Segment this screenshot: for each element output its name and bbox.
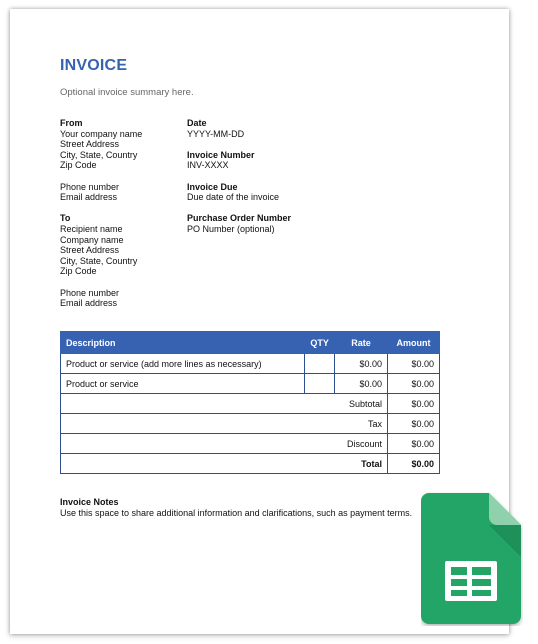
- table-row: [61, 374, 440, 394]
- tax-row: [61, 414, 440, 434]
- invoice-number-label: Invoice Number: [187, 149, 255, 160]
- discount-value: $0.00: [388, 434, 440, 454]
- po-number-label: Purchase Order Number: [187, 213, 292, 224]
- total-row: [61, 454, 440, 474]
- description-header: Description: [61, 332, 305, 354]
- discount-label: Discount: [61, 434, 388, 454]
- invoice-notes: [60, 497, 412, 519]
- amount-header: Amount: [388, 332, 440, 354]
- from-label: From: [60, 118, 83, 128]
- to-line: City, State, Country: [60, 255, 138, 266]
- item-amount: $0.00: [388, 354, 440, 374]
- item-qty: [305, 374, 335, 394]
- po-number-value: PO Number (optional): [187, 223, 275, 234]
- to-label: To: [60, 213, 71, 224]
- details-column: [187, 118, 291, 235]
- from-line: City, State, Country: [60, 149, 138, 160]
- to-line: Company name: [60, 234, 124, 245]
- invoice-number-value: INV-XXXX: [187, 160, 229, 171]
- address-column: [60, 118, 142, 309]
- table-row: [61, 354, 440, 374]
- from-phone: Phone number: [60, 181, 120, 192]
- notes-label: Invoice Notes: [60, 497, 119, 507]
- from-line: Street Address: [60, 139, 120, 150]
- table-header-row: [61, 332, 440, 354]
- to-line: Recipient name: [60, 223, 123, 234]
- item-qty: [305, 354, 335, 374]
- tax-value: $0.00: [388, 414, 440, 434]
- line-items-table: [60, 331, 440, 474]
- date-label: Date: [187, 118, 207, 128]
- from-email: Email address: [60, 192, 118, 203]
- invoice-summary: Optional invoice summary here.: [60, 87, 194, 98]
- qty-header: QTY: [305, 332, 335, 354]
- invoice-due-label: Invoice Due: [187, 181, 238, 192]
- google-sheets-icon: [421, 491, 523, 626]
- notes-text: Use this space to share additional information and clarifications, such as payment terms.: [60, 508, 413, 518]
- date-value: YYYY-MM-DD: [187, 128, 245, 139]
- tax-label: Tax: [61, 414, 388, 434]
- item-description: Product or service (add more lines as necessary): [61, 354, 305, 374]
- total-label: Total: [61, 454, 388, 474]
- rate-header: Rate: [335, 332, 388, 354]
- invoice-title: INVOICE: [60, 57, 128, 74]
- invoice-due-value: Due date of the invoice: [187, 192, 280, 203]
- from-line: Zip Code: [60, 160, 97, 171]
- from-line: Your company name: [60, 128, 143, 139]
- to-phone: Phone number: [60, 287, 120, 298]
- to-line: Zip Code: [60, 266, 97, 277]
- item-description: Product or service: [61, 374, 305, 394]
- subtotal-value: $0.00: [388, 394, 440, 414]
- to-line: Street Address: [60, 245, 120, 256]
- to-email: Email address: [60, 298, 118, 309]
- item-amount: $0.00: [388, 374, 440, 394]
- subtotal-row: [61, 394, 440, 414]
- item-rate: $0.00: [335, 354, 388, 374]
- subtotal-label: Subtotal: [61, 394, 388, 414]
- item-rate: $0.00: [335, 374, 388, 394]
- discount-row: [61, 434, 440, 454]
- total-value: $0.00: [388, 454, 440, 474]
